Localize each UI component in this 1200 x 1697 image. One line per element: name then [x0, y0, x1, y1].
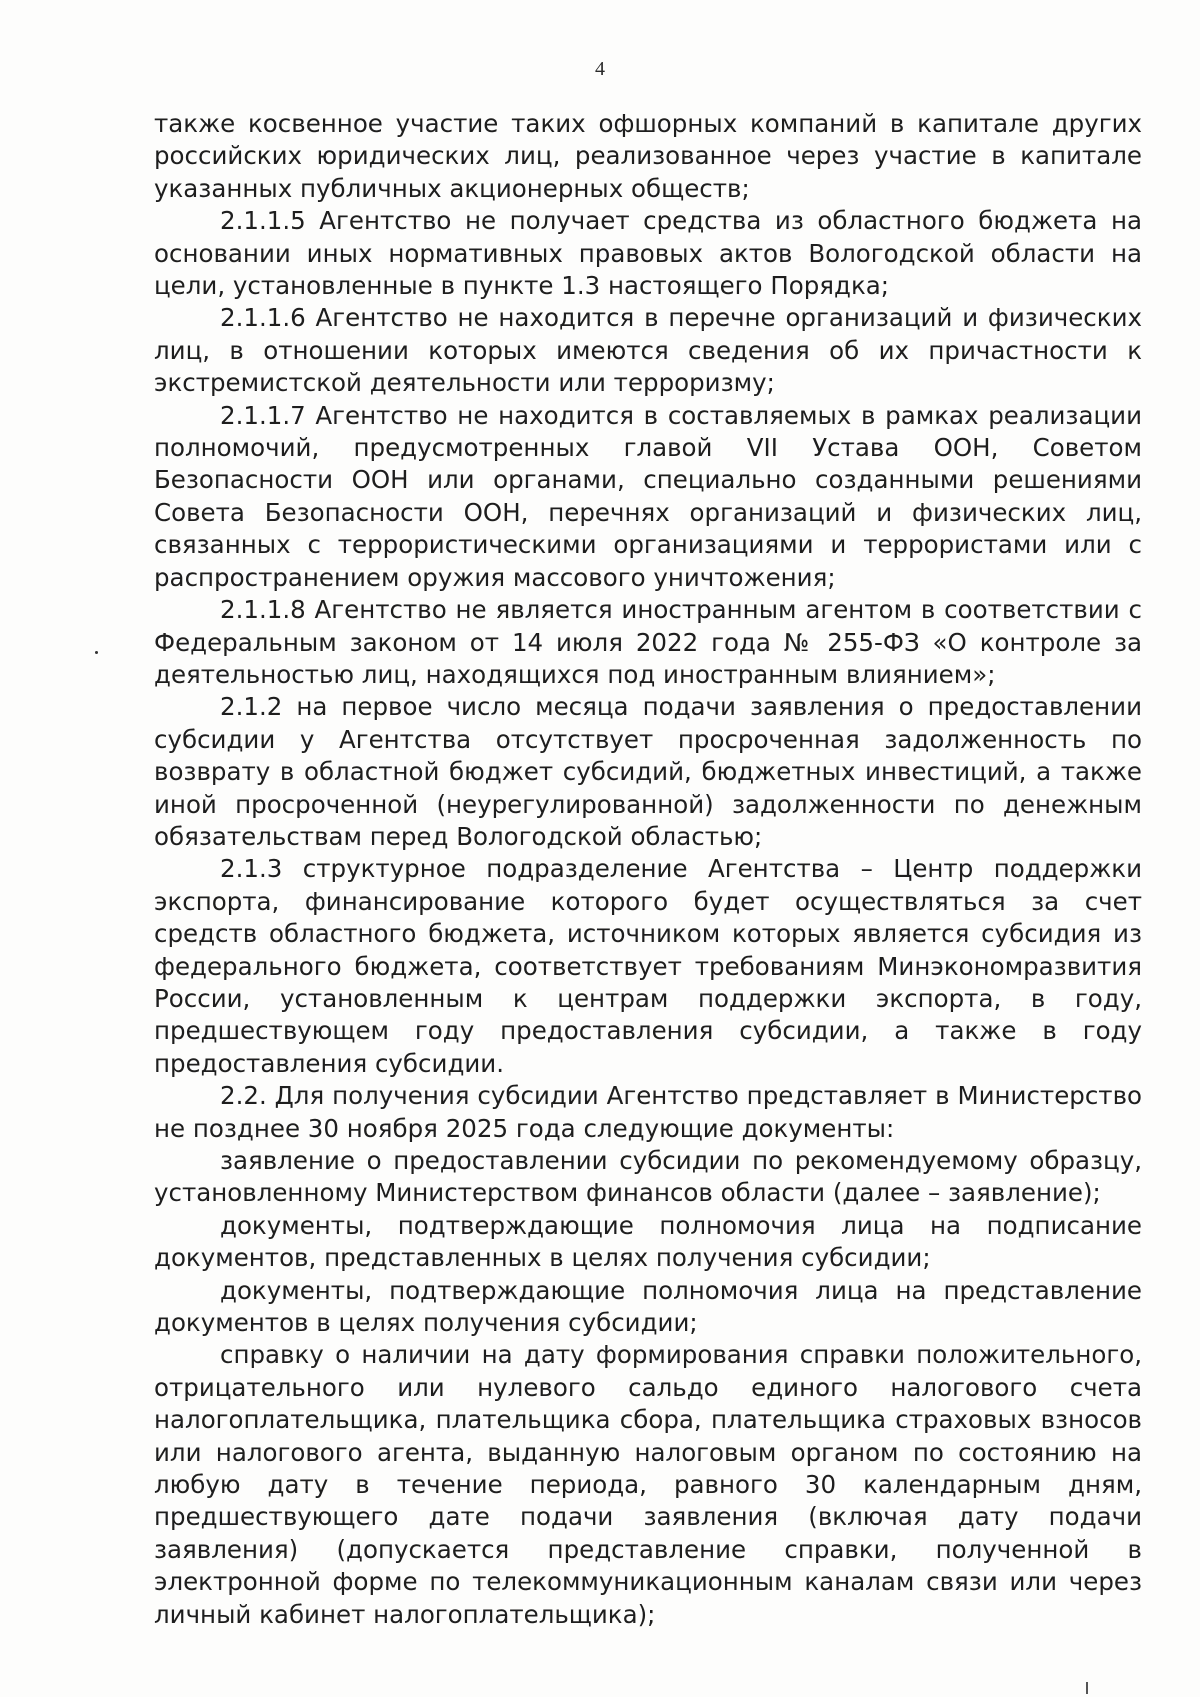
scan-mark	[1086, 1682, 1088, 1694]
paragraph-2-1-1-5: 2.1.1.5 Агентство не получает средства из областного бюджета на основании иных нормативных правовых актов Вологодской области на цели, установленные в пункте 1.3 настоящего Порядка;	[154, 206, 1142, 301]
list-item-tax-certificate: справку о наличии на дату формирования справки положительного, отрицательного или нулевого сальдо единого налогового счета налогоплательщика, плательщика сбора, плательщика страховых взносов или налогового агента, выданную налоговым органом по состоянию на любую дату в течение периода, равного 30 календарным дням, предшествующего дате подачи заявления (включая дату подачи заявления) (допускается представление справки, полученной в электронной форме по телекоммуникационным каналам связи или через личный кабинет налогоплательщика);	[154, 1340, 1142, 1629]
paragraph-2-1-1-8: 2.1.1.8 Агентство не является иностранным агентом в соответствии с Федеральным законом от 14 июля 2022 года № 255-ФЗ «О контроле за деятельностью лиц, находящихся под иностранным влиянием»;	[154, 595, 1142, 689]
scan-speck	[95, 651, 98, 654]
list-item-application: заявление о предоставлении субсидии по рекомендуемому образцу, установленному Министерством финансов области (далее – заявление);	[154, 1146, 1142, 1208]
page-number: 4	[595, 58, 605, 80]
list-item-signing-authority: документы, подтверждающие полномочия лица на подписание документов, представленных в целях получения субсидии;	[154, 1210, 1142, 1273]
paragraph-2-1-1-7: 2.1.1.7 Агентство не находится в составляемых в рамках реализации полномочий, предусмотренных главой VII Устава ООН, Советом Безопасности ООН или органами, специально созданными решениями Совета Безопасности ООН, перечнях организаций и физических лиц, связанных с террористическими организациями и террористами или с распространением оружия массового уничтожения;	[154, 400, 1142, 592]
paragraph-2-1-2: 2.1.2 на первое число месяца подачи заявления о предоставлении субсидии у Агентства отсутствует просроченная задолженность по возврату в областной бюджет субсидий, бюджетных инвестиций, а также иной просроченной (неурегулированной) задолженности по денежным обязательствам перед Вологодской областью;	[154, 692, 1142, 851]
document-body	[154, 108, 1142, 1631]
paragraph-continuation: также косвенное участие таких офшорных компаний в капитале других российских юридических лиц, реализованное через участие в капитале указанных публичных акционерных обществ;	[154, 109, 1142, 203]
list-item-representation-authority: документы, подтверждающие полномочия лица на представление документов в целях получения субсидии;	[154, 1275, 1142, 1338]
paragraph-2-1-1-6: 2.1.1.6 Агентство не находится в перечне организаций и физических лиц, в отношении которых имеются сведения об их причастности к экстремистской деятельности или терроризму;	[154, 303, 1142, 398]
paragraph-2-1-3: 2.1.3 структурное подразделение Агентства – Центр поддержки экспорта, финансирование которого будет осуществляться за счет средств областного бюджета, источником которых является субсидия из федерального бюджета, соответствует требованиям Минэкономразвития России, установленным к центрам поддержки экспорта, в году, предшествующем году предоставления субсидии, а также в году предоставления субсидии.	[154, 854, 1142, 1078]
paragraph-2-2: 2.2. Для получения субсидии Агентство представляет в Министерство не позднее 30 ноября 2025 года следующие документы:	[154, 1081, 1142, 1143]
